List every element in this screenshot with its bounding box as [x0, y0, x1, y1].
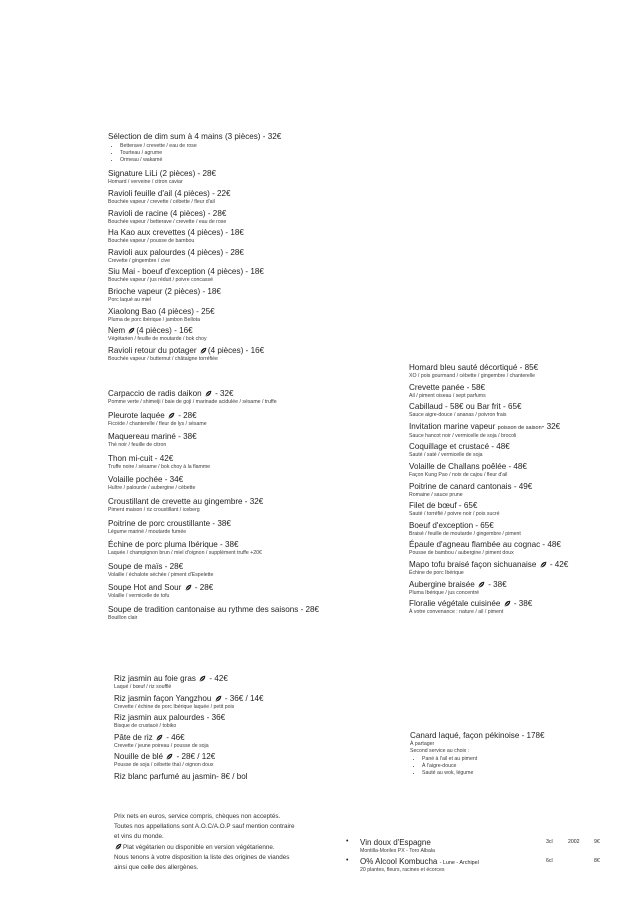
item-name-part: - 38€	[488, 579, 507, 589]
leaf-icon	[478, 581, 485, 588]
item-name	[114, 694, 354, 704]
item-desc: Huître / palourde / aubergine / cébette	[108, 485, 196, 492]
item-name: Ravioli feuille d'ail (4 pièces) - 22€	[108, 188, 231, 198]
list-item: • Tourteau / agrume	[120, 150, 368, 157]
wine-name-text: O% Alcool Kombucha	[360, 857, 438, 866]
item-name: Crevette panée - 58€	[409, 382, 486, 392]
item-name: Homard bleu sauté décortiqué - 85€	[409, 363, 539, 372]
item-name	[108, 411, 368, 421]
wine-price: 9€	[594, 839, 600, 845]
item-name	[409, 580, 624, 590]
item-desc: Sauce aigre-douce / ananas / poivron frais	[409, 412, 507, 419]
item-desc: Thé noir / feuille de citron	[108, 442, 167, 449]
wine-name-text: Vin doux d'Espagne	[360, 838, 431, 847]
menu-item	[108, 605, 368, 622]
item-desc: Pluma Ibérique / jus concentré	[409, 589, 480, 596]
item-name	[409, 599, 624, 609]
item-name: Ravioli aux palourdes (4 pièces) - 28€	[108, 247, 244, 257]
menu-item	[108, 432, 368, 449]
item-name-part: Riz jasmin au foie gras	[114, 674, 196, 683]
item-name-part: (4 pièces) - 16€	[136, 326, 193, 336]
item-name-part: - 28€	[178, 410, 197, 420]
menu-item	[409, 501, 624, 518]
leaf-icon	[215, 695, 222, 702]
list-item: • Sauté au wok, légume	[422, 770, 620, 777]
menu-item	[108, 326, 368, 343]
menu-item	[108, 267, 368, 284]
item-desc: Piment maison / riz croustillant / iceberg	[108, 506, 200, 513]
menu-item	[409, 521, 624, 538]
item-name-part: (4 pièces) - 16€	[207, 345, 265, 355]
item-desc: Crevette / gingembre / cive	[108, 257, 170, 264]
item-name	[108, 389, 368, 399]
wine-price: 8€	[594, 858, 600, 864]
item-name-part: - 32€	[541, 421, 561, 431]
wine-name	[360, 838, 431, 847]
menu-item	[114, 674, 354, 691]
item-desc: Romaine / sauce prune	[409, 491, 463, 498]
notes-section	[114, 812, 344, 873]
note-text: Plat végétarien ou disponible en version végétarienne.	[123, 843, 275, 851]
leaf-icon	[540, 561, 547, 568]
note-line: Prix nets en euros, service compris, chèques non acceptés.	[114, 813, 281, 820]
menu-item	[409, 599, 624, 616]
item-name	[114, 752, 354, 762]
item-name: Volaille pochée - 34€	[108, 475, 184, 485]
menu-item	[108, 519, 368, 536]
note-line: et vins du monde.	[114, 833, 164, 841]
item-desc: Bisque de crustacé / tobiko	[114, 723, 177, 730]
item-desc: Sauté / saté / vermicelle de soja	[409, 452, 483, 459]
item-name-part: Pâte de riz	[114, 732, 153, 742]
leaf-icon	[200, 347, 207, 354]
item-desc: Second service au choix :	[410, 747, 470, 754]
menu-item	[108, 189, 368, 206]
item-name-part: - 28€ / 12€	[176, 752, 216, 762]
item-name: Poitrine de porc croustillante - 38€	[108, 518, 231, 528]
item-name: Volaille de Challans poêlée - 48€	[409, 461, 527, 471]
item-desc: Volaille / échalote séchée / piment d'Espelette	[108, 571, 214, 578]
item-name: Thon mi-cuit - 42€	[108, 453, 174, 463]
wine-name	[360, 857, 479, 866]
wine-year: 2002	[568, 839, 580, 845]
item-name-part: Mapo tofu braisé façon sichuanaise	[409, 559, 537, 569]
item-name-part: Carpaccio de radis daikon	[108, 389, 202, 398]
item-name: Ravioli de racine (4 pièces) - 28€	[108, 208, 227, 218]
item-desc: Crevette / échine de porc Ibérique laquée / petit pois	[114, 703, 235, 710]
item-name: Siu Mai - boeuf d'exception (4 pièces) - 18€	[108, 267, 264, 277]
menu-item	[409, 442, 624, 459]
item-name-suffix: poisson de saison	[497, 424, 542, 431]
leaf-icon	[205, 390, 212, 397]
note-line: ainsi que celle des allergènes.	[114, 864, 199, 872]
item-name-part: Aubergine braisée	[409, 579, 475, 589]
item-name: Brioche vapeur (2 pièces) - 18€	[108, 286, 221, 296]
item-desc: À votre convenance : nature / ail / piment	[409, 609, 504, 616]
item-name: Riz jasmin aux palourdes - 36€	[114, 713, 226, 723]
menu-item	[409, 422, 624, 440]
item-name	[108, 346, 368, 356]
list-item: • Betterave / crevette / eau de rose	[120, 143, 368, 150]
item-desc: Pousse de soja / cébette thaï / oignon doux	[114, 762, 214, 769]
item-name	[108, 326, 368, 336]
item-desc: Ail / piment oiseau / sept parfums	[409, 392, 486, 399]
wine-volume: 6cl	[546, 858, 553, 864]
menu-item	[108, 540, 368, 557]
menu-item	[409, 363, 624, 380]
item-name: Boeuf d'exception - 65€	[409, 520, 494, 530]
item-desc: Truffe noire / sésame / bok choy à la flamme	[108, 463, 211, 470]
canard-options	[410, 756, 620, 776]
item-desc: Braisé / feuille de moutarde / gingembre / piment	[409, 530, 521, 537]
item-desc: Bouchée vapeur / pousse de bambou	[108, 238, 195, 245]
menu-item	[409, 383, 624, 400]
dim-sum-header: Sélection de dim sum à 4 mains (3 pièces) - 32€	[108, 132, 282, 141]
menu-item	[108, 209, 368, 226]
menu-item	[114, 733, 354, 750]
menu-item	[108, 562, 368, 579]
menu-item	[409, 482, 624, 499]
menu-item	[108, 454, 368, 471]
canard-section	[410, 731, 620, 780]
item-name	[409, 422, 624, 433]
item-desc: XO / pois gourmand / cébette / gingembre / chanterelle	[409, 373, 536, 379]
item-name-part: Ravioli retour du potager	[108, 345, 197, 355]
menu-item	[108, 346, 368, 363]
leaf-icon	[504, 600, 511, 607]
menu-item	[108, 307, 368, 324]
item-name: Poitrine de canard cantonais - 49€	[409, 481, 533, 491]
item-name: Ha Kao aux crevettes (4 pièces) - 18€	[108, 228, 244, 238]
item-desc: Légume mariné / moutarde fumée	[108, 528, 187, 535]
menu-item	[108, 497, 368, 514]
mains-section	[409, 363, 624, 619]
item-name: Croustillant de crevette au gingembre - 32€	[108, 496, 264, 506]
item-desc: Végétarien / feuille de moutarde / bok choy	[108, 336, 207, 343]
menu-item	[108, 248, 368, 265]
item-name-part: Pleurote laquée	[108, 410, 165, 420]
item-name-part: - 38€	[513, 599, 533, 609]
item-name-part: Riz jasmin façon Yangzhou	[114, 693, 212, 703]
item-name	[114, 674, 354, 684]
item-name	[409, 560, 624, 570]
wine-desc: Montilla-Moriles PX - Toro Albala	[360, 848, 435, 854]
item-name: Soupe de maïs - 28€	[108, 561, 184, 571]
menu-item	[114, 694, 354, 711]
item-desc: Crevette / jeune poireau / pousse de soja	[114, 742, 209, 749]
item-desc: Volaille / vermicelle de tofu	[108, 593, 170, 600]
leaf-icon	[185, 584, 192, 591]
menu-item	[409, 560, 624, 577]
item-name-part: - 46€	[166, 732, 185, 742]
item-desc: Laquée / champignon brun / miel d'oignon / supplément truffe +20€	[108, 550, 262, 557]
item-desc: Pomme verte / shimeiji / baie de goji / marinade acidulée / sésame / truffe	[108, 399, 277, 405]
item-desc: Pousse de bambou / aubergine / piment doux	[409, 550, 514, 557]
menu-item	[108, 411, 368, 428]
menu-item	[409, 540, 624, 557]
item-name	[108, 583, 368, 593]
item-name: Épaule d'agneau flambée au cognac - 48€	[409, 540, 561, 550]
starters-section	[108, 389, 368, 625]
item-name-part: Nem	[108, 326, 126, 336]
item-name: Coquillage et crustacé - 48€	[409, 442, 510, 452]
menu-item	[108, 583, 368, 600]
item-name: Filet de bœuf - 65€	[409, 501, 478, 511]
item-desc: Bouchée vapeur / betterave / crevette / eau de rose	[108, 218, 227, 225]
menu-item	[409, 402, 624, 419]
list-item: • À l'aigre-douce	[422, 763, 620, 770]
item-desc: À partager	[410, 741, 435, 747]
item-desc: Bouchée vapeur / crevette / cébette / fleur d'ail	[108, 198, 215, 205]
item-name-part: - 42€	[209, 674, 228, 683]
item-desc: Laqué / bœuf / riz soufflé	[114, 684, 172, 690]
wine-desc: 20 plantes, fleurs, racines et écorces	[360, 867, 445, 873]
leaf-icon	[199, 675, 206, 682]
item-desc: Bouillon clair	[108, 614, 138, 621]
item-desc: Bouchée vapeur / butternut / châtaigne torréfiée	[108, 355, 218, 362]
item-desc: Façon Kung Pao / noix de cajou / fleur d'ail	[409, 471, 508, 478]
rice-section	[114, 674, 354, 785]
menu-item	[114, 752, 354, 769]
item-name: Soupe de tradition cantonaise au rythme des saisons - 28€	[108, 604, 320, 614]
menu-item	[108, 169, 368, 186]
menu-item	[114, 772, 354, 782]
note-line: Toutes nos appellations sont A.O.C/A.O.P sauf mention contraire	[114, 823, 295, 831]
note-line: Nous tenons à votre disposition la liste des origines de viandes	[114, 853, 290, 861]
menu-item	[108, 389, 368, 406]
leaf-icon	[115, 843, 122, 850]
leaf-icon	[168, 412, 175, 419]
item-name-part: Soupe Hot and Sour	[108, 583, 182, 593]
item-desc: Bouchée vapeur / jus réduit / poivre concassé	[108, 277, 213, 284]
item-name-part: - 36€ / 14€	[224, 693, 264, 703]
item-desc: Porc laqué au miel	[108, 296, 151, 303]
leaf-icon	[128, 327, 135, 334]
list-item: • Pané à l'ail et au piment	[422, 756, 620, 763]
item-name: Signature LiLi (2 pièces) - 28€	[108, 169, 216, 179]
menu-item	[409, 462, 624, 479]
dim-sum-section	[108, 132, 368, 365]
item-desc: Homard / verveine / citron caviar	[108, 179, 183, 186]
item-desc: Sauté / torréfié / poivre noir / pois sucré	[409, 511, 500, 518]
menu-item	[108, 287, 368, 304]
menu-item	[114, 713, 354, 730]
item-name: Riz blanc parfumé au jasmin- 8€ / bol	[114, 771, 248, 781]
item-name: Canard laqué, façon pékinoise - 178€	[410, 731, 545, 740]
item-name: Xiaolong Bao (4 pièces) - 25€	[108, 306, 215, 316]
wine-volume: 3cl	[546, 839, 553, 845]
note-line	[114, 843, 344, 853]
menu-item	[108, 475, 368, 492]
menu-item	[108, 228, 368, 245]
item-name-part: - 32€	[215, 389, 234, 398]
leaf-icon	[156, 734, 163, 741]
dim-sum-header-bullets	[108, 143, 368, 163]
item-desc: Pluma de porc ibérique / jambon Bellota	[108, 316, 200, 323]
item-name-part: - 42€	[549, 559, 569, 569]
menu-item	[409, 580, 624, 597]
item-name: Échine de porc pluma Ibérique - 38€	[108, 540, 239, 550]
wine-name-suffix: - Lune - Archipel	[439, 860, 479, 866]
item-name-part: Nouille de blé	[114, 752, 164, 762]
item-name-part: - 28€	[194, 583, 214, 593]
item-name: Maquereau mariné - 38€	[108, 432, 197, 442]
list-item: • Ormeau / wakamé	[120, 157, 368, 164]
item-desc: Échine de porc Ibérique	[409, 569, 464, 576]
bullet: •	[346, 838, 349, 845]
bullet: •	[346, 857, 349, 864]
item-name-part: Floralie végétale cuisinée	[409, 599, 501, 609]
item-name	[114, 733, 354, 743]
item-desc: Sauce hancot noir / vermicelle de soja / brocoli	[409, 432, 517, 439]
leaf-icon	[166, 753, 173, 760]
item-desc: Ficoïde / chanterelle / fleur de lys / sésame	[108, 420, 207, 427]
item-name-part: Invitation marine vapeur	[409, 421, 496, 431]
item-name: Cabillaud - 58€ ou Bar frit - 65€	[409, 402, 522, 412]
